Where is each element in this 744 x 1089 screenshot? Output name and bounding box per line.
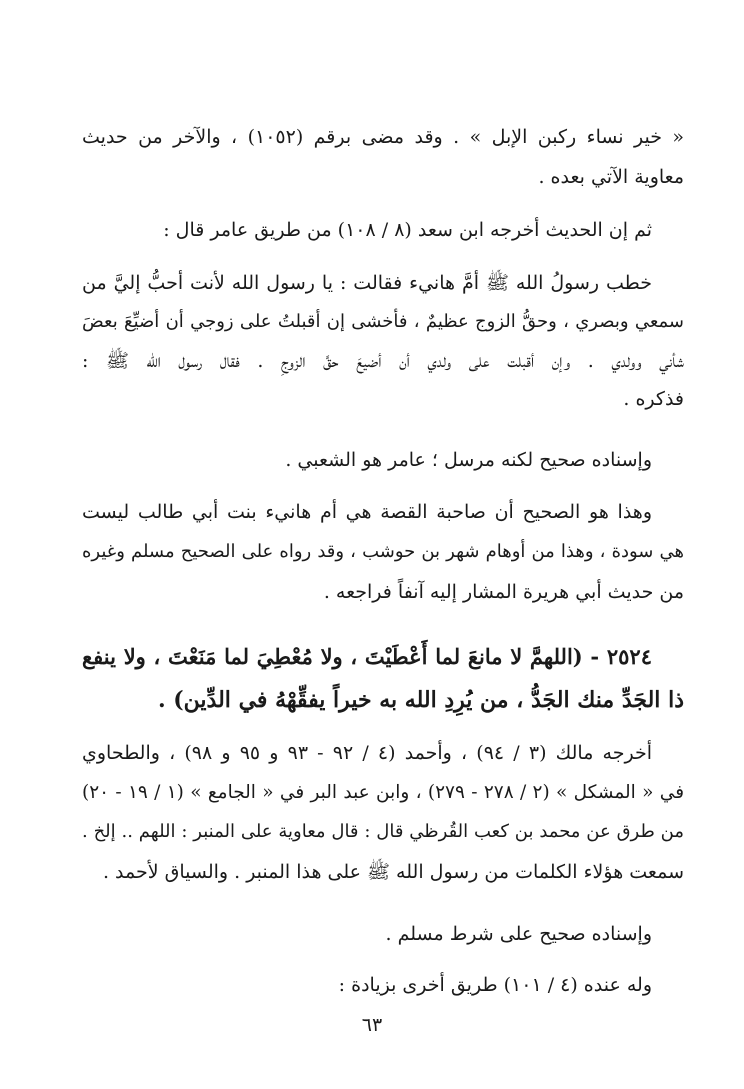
- text-line: « خير نساء ركبن الإبل » . وقد مضى برقم (١٠٥٢) ، والآخر من حديث: [82, 126, 684, 148]
- text-line: خطب رسولُ الله ﷺ أمَّ هانيء فقالت : يا رسول الله لأنت أحبُّ إليَّ من: [82, 272, 652, 294]
- hadith-heading: ذا الجَدِّ منك الجَدُّ ، من يُرِدِ الله به خيراً يفقِّهْهُ في الدِّين) .: [157, 687, 684, 713]
- text-line: في « المشكل » (٢ / ٢٧٨ - ٢٧٩) ، وابن عبد البر في « الجامع » (١ / ١٩ - ٢٠): [82, 782, 685, 803]
- text-line: وهذا هو الصحيح أن صاحبة القصة هي أم هانيء بنت أبي طالب ليست: [82, 501, 652, 523]
- text-line: معاوية الآتي بعده .: [538, 166, 684, 188]
- text-line: وإسناده صحيح لكنه مرسل ؛ عامر هو الشعبي .: [285, 449, 652, 471]
- text-line: من طرق عن محمد بن كعب القُرظي قال : قال معاوية على المنبر : اللهم .. إلخ .: [82, 821, 684, 842]
- hadith-heading: ٢٥٢٤ - (اللهمَّ لا مانعَ لما أَعْطَيْتَ ، ولا مُعْطِيَ لما مَنَعْتَ ، ولا ينفع: [82, 644, 652, 669]
- text-line: وإسناده صحيح على شرط مسلم .: [385, 923, 652, 945]
- text-line: فذكره .: [623, 388, 684, 410]
- text-line: من حديث أبي هريرة المشار إليه آنفاً فراجعه .: [323, 581, 684, 603]
- text-line: أخرجه مالك (٣ / ٩٤) ، وأحمد (٤ / ٩٢ - ٩٣ و ٩٥ و ٩٨) ، والطحاوي: [82, 742, 652, 764]
- text-line: وله عنده (٤ / ١٠١) طريق أخرى بزيادة :: [338, 974, 652, 996]
- text-line: ثم إن الحديث أخرجه ابن سعد (٨ / ١٠٨) من طريق عامر قال :: [163, 219, 652, 241]
- text-line: هي سودة ، وهذا من أوهام شهر بن حوشب ، وقد رواه على الصحيح مسلم وغيره: [82, 541, 684, 562]
- text-line: سمعي وبصري ، وحقُّ الزوج عظيمٌ ، فأخشى إن أقبلتُ على زوجي أن أضيِّعَ بعضَ: [82, 311, 684, 332]
- text-line: شأني وولدي . وإن أقبلت على ولدي أن أضيعَ حقَّ الزوجِ . فقال رسول الله ﷺ :: [82, 350, 684, 372]
- text-line: سمعت هؤلاء الكلمات من رسول الله ﷺ على هذا المنبر . والسياق لأحمد .: [102, 861, 684, 883]
- page-number: ٦٣: [361, 1014, 383, 1036]
